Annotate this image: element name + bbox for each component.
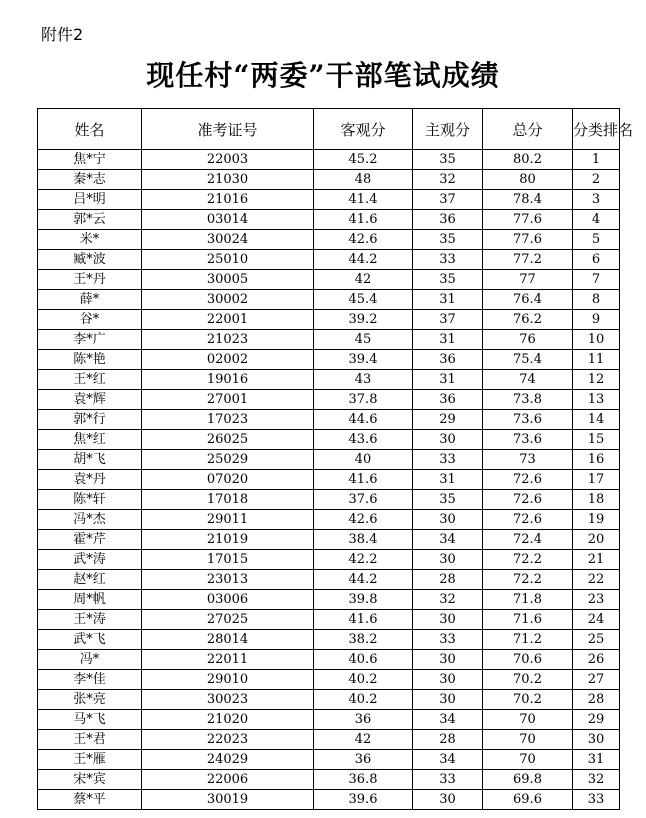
- name-cell: 武*飞: [38, 630, 142, 650]
- objective-score-cell: 44.6: [314, 410, 413, 430]
- total-score-cell: 72.2: [483, 550, 573, 570]
- exam-number-cell: 24029: [142, 750, 314, 770]
- name-cell: 陈*艳: [38, 350, 142, 370]
- table-row: [38, 490, 620, 510]
- objective-score-cell: 41.6: [314, 470, 413, 490]
- objective-score-cell: 41.6: [314, 610, 413, 630]
- name-cell: 宋*宾: [38, 770, 142, 790]
- exam-number-cell: 22011: [142, 650, 314, 670]
- objective-score-cell: 41.4: [314, 190, 413, 210]
- objective-score-cell: 38.2: [314, 630, 413, 650]
- total-score-cell: 70: [483, 750, 573, 770]
- total-score-cell: 70.2: [483, 670, 573, 690]
- table-row: [38, 510, 620, 530]
- exam-number-cell: 30024: [142, 230, 314, 250]
- objective-score-cell: 39.6: [314, 790, 413, 810]
- subjective-score-cell: 30: [413, 610, 483, 630]
- exam-number-cell: 03014: [142, 210, 314, 230]
- table-row: [38, 430, 620, 450]
- objective-score-cell: 40.2: [314, 670, 413, 690]
- subjective-score-cell: 37: [413, 190, 483, 210]
- table-row: [38, 750, 620, 770]
- rank-cell: 12: [573, 370, 620, 390]
- rank-cell: 15: [573, 430, 620, 450]
- total-score-cell: 70: [483, 710, 573, 730]
- name-cell: 王*涛: [38, 610, 142, 630]
- name-cell: 冯*杰: [38, 510, 142, 530]
- name-cell: 霍*芹: [38, 530, 142, 550]
- subjective-score-cell: 33: [413, 450, 483, 470]
- table-row: [38, 390, 620, 410]
- rank-cell: 14: [573, 410, 620, 430]
- exam-number-cell: 22023: [142, 730, 314, 750]
- table-row: [38, 230, 620, 250]
- objective-score-cell: 40.2: [314, 690, 413, 710]
- table-row: [38, 450, 620, 470]
- subjective-score-cell: 33: [413, 250, 483, 270]
- subjective-score-cell: 36: [413, 210, 483, 230]
- rank-cell: 8: [573, 290, 620, 310]
- total-score-cell: 76: [483, 330, 573, 350]
- exam-number-cell: 21019: [142, 530, 314, 550]
- subjective-score-cell: 31: [413, 290, 483, 310]
- total-score-cell: 77.2: [483, 250, 573, 270]
- subjective-score-cell: 35: [413, 230, 483, 250]
- name-cell: 臧*波: [38, 250, 142, 270]
- table-row: [38, 150, 620, 170]
- objective-score-cell: 39.8: [314, 590, 413, 610]
- exam-number-cell: 19016: [142, 370, 314, 390]
- rank-cell: 30: [573, 730, 620, 750]
- subjective-score-cell: 30: [413, 550, 483, 570]
- name-cell: 米*: [38, 230, 142, 250]
- name-cell: 秦*志: [38, 170, 142, 190]
- rank-cell: 24: [573, 610, 620, 630]
- header-name: 姓名: [38, 109, 142, 150]
- total-score-cell: 69.6: [483, 790, 573, 810]
- table-row: [38, 690, 620, 710]
- rank-cell: 18: [573, 490, 620, 510]
- rank-cell: 10: [573, 330, 620, 350]
- total-score-cell: 76.4: [483, 290, 573, 310]
- name-cell: 王*君: [38, 730, 142, 750]
- rank-cell: 13: [573, 390, 620, 410]
- objective-score-cell: 45.4: [314, 290, 413, 310]
- table-row: [38, 730, 620, 750]
- name-cell: 武*涛: [38, 550, 142, 570]
- table-row: [38, 370, 620, 390]
- objective-score-cell: 39.4: [314, 350, 413, 370]
- name-cell: 袁*辉: [38, 390, 142, 410]
- rank-cell: 1: [573, 150, 620, 170]
- objective-score-cell: 44.2: [314, 570, 413, 590]
- subjective-score-cell: 30: [413, 510, 483, 530]
- subjective-score-cell: 34: [413, 750, 483, 770]
- name-cell: 吕*明: [38, 190, 142, 210]
- subjective-score-cell: 33: [413, 630, 483, 650]
- subjective-score-cell: 32: [413, 170, 483, 190]
- objective-score-cell: 36: [314, 710, 413, 730]
- name-cell: 蔡*平: [38, 790, 142, 810]
- rank-cell: 17: [573, 470, 620, 490]
- exam-number-cell: 30023: [142, 690, 314, 710]
- objective-score-cell: 48: [314, 170, 413, 190]
- subjective-score-cell: 36: [413, 390, 483, 410]
- rank-cell: 6: [573, 250, 620, 270]
- subjective-score-cell: 33: [413, 770, 483, 790]
- header-total-score: 总分: [483, 109, 573, 150]
- name-cell: 王*雁: [38, 750, 142, 770]
- rank-cell: 27: [573, 670, 620, 690]
- rank-cell: 25: [573, 630, 620, 650]
- objective-score-cell: 36: [314, 750, 413, 770]
- table-row: [38, 530, 620, 550]
- name-cell: 袁*丹: [38, 470, 142, 490]
- exam-number-cell: 02002: [142, 350, 314, 370]
- table-row: [38, 670, 620, 690]
- objective-score-cell: 39.2: [314, 310, 413, 330]
- exam-number-cell: 29011: [142, 510, 314, 530]
- attachment-label: 附件2: [41, 25, 84, 44]
- subjective-score-cell: 34: [413, 530, 483, 550]
- table-row: [38, 610, 620, 630]
- table-row: [38, 410, 620, 430]
- exam-number-cell: 21016: [142, 190, 314, 210]
- rank-cell: 28: [573, 690, 620, 710]
- table-row: [38, 210, 620, 230]
- subjective-score-cell: 32: [413, 590, 483, 610]
- exam-number-cell: 30002: [142, 290, 314, 310]
- objective-score-cell: 45: [314, 330, 413, 350]
- name-cell: 李*广: [38, 330, 142, 350]
- rank-cell: 19: [573, 510, 620, 530]
- table-row: [38, 250, 620, 270]
- name-cell: 马*飞: [38, 710, 142, 730]
- total-score-cell: 73.6: [483, 410, 573, 430]
- name-cell: 焦*红: [38, 430, 142, 450]
- table-row: [38, 550, 620, 570]
- total-score-cell: 77: [483, 270, 573, 290]
- exam-number-cell: 22003: [142, 150, 314, 170]
- subjective-score-cell: 31: [413, 470, 483, 490]
- name-cell: 薛*: [38, 290, 142, 310]
- name-cell: 王*丹: [38, 270, 142, 290]
- rank-cell: 23: [573, 590, 620, 610]
- subjective-score-cell: 30: [413, 670, 483, 690]
- exam-number-cell: 25029: [142, 450, 314, 470]
- exam-number-cell: 30019: [142, 790, 314, 810]
- exam-number-cell: 22006: [142, 770, 314, 790]
- rank-cell: 2: [573, 170, 620, 190]
- header-objective-score: 客观分: [314, 109, 413, 150]
- name-cell: 王*红: [38, 370, 142, 390]
- exam-number-cell: 25010: [142, 250, 314, 270]
- objective-score-cell: 38.4: [314, 530, 413, 550]
- exam-number-cell: 23013: [142, 570, 314, 590]
- table-row: [38, 630, 620, 650]
- subjective-score-cell: 31: [413, 370, 483, 390]
- header-category-rank: 分类排名: [573, 109, 620, 150]
- objective-score-cell: 37.6: [314, 490, 413, 510]
- total-score-cell: 75.4: [483, 350, 573, 370]
- exam-number-cell: 26025: [142, 430, 314, 450]
- exam-number-cell: 28014: [142, 630, 314, 650]
- rank-cell: 11: [573, 350, 620, 370]
- subjective-score-cell: 34: [413, 710, 483, 730]
- name-cell: 李*佳: [38, 670, 142, 690]
- table-row: [38, 650, 620, 670]
- exam-number-cell: 27001: [142, 390, 314, 410]
- table-row: [38, 290, 620, 310]
- subjective-score-cell: 30: [413, 690, 483, 710]
- subjective-score-cell: 28: [413, 730, 483, 750]
- objective-score-cell: 43.6: [314, 430, 413, 450]
- total-score-cell: 71.2: [483, 630, 573, 650]
- total-score-cell: 74: [483, 370, 573, 390]
- table-row: [38, 170, 620, 190]
- rank-cell: 22: [573, 570, 620, 590]
- total-score-cell: 73: [483, 450, 573, 470]
- table-row: [38, 570, 620, 590]
- subjective-score-cell: 35: [413, 270, 483, 290]
- exam-number-cell: 17023: [142, 410, 314, 430]
- subjective-score-cell: 30: [413, 430, 483, 450]
- rank-cell: 16: [573, 450, 620, 470]
- rank-cell: 20: [573, 530, 620, 550]
- total-score-cell: 72.2: [483, 570, 573, 590]
- objective-score-cell: 44.2: [314, 250, 413, 270]
- rank-cell: 7: [573, 270, 620, 290]
- score-table: [37, 108, 634, 810]
- objective-score-cell: 42: [314, 270, 413, 290]
- objective-score-cell: 42.6: [314, 230, 413, 250]
- table-row: [38, 710, 620, 730]
- objective-score-cell: 37.8: [314, 390, 413, 410]
- table-row: [38, 770, 620, 790]
- table-row: [38, 190, 620, 210]
- total-score-cell: 77.6: [483, 210, 573, 230]
- total-score-cell: 73.8: [483, 390, 573, 410]
- rank-cell: 4: [573, 210, 620, 230]
- exam-number-cell: 29010: [142, 670, 314, 690]
- total-score-cell: 78.4: [483, 190, 573, 210]
- table-row: [38, 330, 620, 350]
- total-score-cell: 71.6: [483, 610, 573, 630]
- objective-score-cell: 45.2: [314, 150, 413, 170]
- table-row: [38, 470, 620, 490]
- total-score-cell: 69.8: [483, 770, 573, 790]
- exam-number-cell: 03006: [142, 590, 314, 610]
- total-score-cell: 80: [483, 170, 573, 190]
- total-score-cell: 73.6: [483, 430, 573, 450]
- name-cell: 郭*行: [38, 410, 142, 430]
- table-row: [38, 310, 620, 330]
- name-cell: 张*亮: [38, 690, 142, 710]
- rank-cell: 9: [573, 310, 620, 330]
- objective-score-cell: 42.6: [314, 510, 413, 530]
- objective-score-cell: 40.6: [314, 650, 413, 670]
- name-cell: 陈*轩: [38, 490, 142, 510]
- objective-score-cell: 40: [314, 450, 413, 470]
- subjective-score-cell: 35: [413, 490, 483, 510]
- exam-number-cell: 21020: [142, 710, 314, 730]
- subjective-score-cell: 35: [413, 150, 483, 170]
- total-score-cell: 77.6: [483, 230, 573, 250]
- name-cell: 周*帆: [38, 590, 142, 610]
- total-score-cell: 72.6: [483, 470, 573, 490]
- rank-cell: 26: [573, 650, 620, 670]
- rank-cell: 33: [573, 790, 620, 810]
- name-cell: 郭*云: [38, 210, 142, 230]
- name-cell: 冯*: [38, 650, 142, 670]
- header-exam-number: 准考证号: [142, 109, 314, 150]
- rank-cell: 31: [573, 750, 620, 770]
- table-body: [38, 150, 620, 810]
- table-row: [38, 350, 620, 370]
- name-cell: 胡*飞: [38, 450, 142, 470]
- total-score-cell: 70.2: [483, 690, 573, 710]
- header-subjective-score: 主观分: [413, 109, 483, 150]
- total-score-cell: 72.6: [483, 510, 573, 530]
- exam-number-cell: 17015: [142, 550, 314, 570]
- subjective-score-cell: 30: [413, 790, 483, 810]
- rank-cell: 5: [573, 230, 620, 250]
- total-score-cell: 70.6: [483, 650, 573, 670]
- table-row: [38, 590, 620, 610]
- total-score-cell: 72.4: [483, 530, 573, 550]
- page-title: 现任村“两委”干部笔试成绩: [146, 59, 500, 92]
- exam-number-cell: 30005: [142, 270, 314, 290]
- exam-number-cell: 27025: [142, 610, 314, 630]
- subjective-score-cell: 28: [413, 570, 483, 590]
- objective-score-cell: 36.8: [314, 770, 413, 790]
- rank-cell: 32: [573, 770, 620, 790]
- name-cell: 焦*宁: [38, 150, 142, 170]
- total-score-cell: 70: [483, 730, 573, 750]
- objective-score-cell: 43: [314, 370, 413, 390]
- exam-number-cell: 22001: [142, 310, 314, 330]
- objective-score-cell: 42.2: [314, 550, 413, 570]
- total-score-cell: 80.2: [483, 150, 573, 170]
- objective-score-cell: 41.6: [314, 210, 413, 230]
- exam-number-cell: 17018: [142, 490, 314, 510]
- name-cell: 谷*: [38, 310, 142, 330]
- exam-number-cell: 21030: [142, 170, 314, 190]
- exam-number-cell: 07020: [142, 470, 314, 490]
- total-score-cell: 71.8: [483, 590, 573, 610]
- table-header-row: [38, 109, 620, 150]
- objective-score-cell: 42: [314, 730, 413, 750]
- subjective-score-cell: 36: [413, 350, 483, 370]
- rank-cell: 21: [573, 550, 620, 570]
- subjective-score-cell: 37: [413, 310, 483, 330]
- total-score-cell: 76.2: [483, 310, 573, 330]
- rank-cell: 3: [573, 190, 620, 210]
- rank-cell: 29: [573, 710, 620, 730]
- name-cell: 赵*红: [38, 570, 142, 590]
- total-score-cell: 72.6: [483, 490, 573, 510]
- subjective-score-cell: 30: [413, 650, 483, 670]
- subjective-score-cell: 29: [413, 410, 483, 430]
- subjective-score-cell: 31: [413, 330, 483, 350]
- exam-number-cell: 21023: [142, 330, 314, 350]
- table-row: [38, 270, 620, 290]
- table-row: [38, 790, 620, 810]
